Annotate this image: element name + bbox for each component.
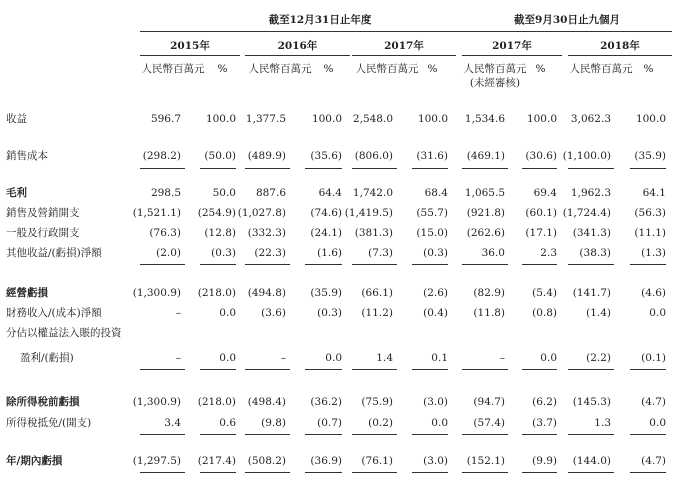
table-cell: (144.0)	[572, 455, 611, 467]
double-underline	[352, 471, 397, 473]
double-underline	[200, 471, 236, 473]
table-cell: (11.1)	[634, 227, 666, 239]
subtotal-underline	[352, 434, 397, 435]
table-cell: 3,062.3	[570, 113, 611, 125]
table-cell: (1,724.4)	[562, 207, 611, 219]
unit-pct-2017: %	[427, 63, 438, 75]
table-cell: (4.7)	[641, 455, 666, 467]
subtotal-underline	[568, 369, 614, 370]
table-cell: (94.7)	[473, 396, 505, 408]
year-rule-2018-9m	[568, 55, 672, 56]
table-cell: (298.2)	[142, 150, 181, 162]
unaudited-note: (未經審核)	[469, 77, 521, 89]
row-label-gross-profit: 毛利	[6, 187, 27, 199]
row-label-loss-before-tax: 除所得稅前虧損	[6, 396, 80, 408]
subtotal-underline	[630, 168, 666, 169]
table-cell: 2.3	[540, 247, 557, 259]
table-cell: (12.8)	[204, 227, 236, 239]
subtotal-underline	[522, 369, 557, 370]
table-cell: 1.3	[594, 417, 611, 429]
table-cell: (332.3)	[247, 227, 286, 239]
table-cell: 298.5	[150, 187, 181, 199]
double-underline	[412, 471, 448, 473]
subtotal-underline	[305, 168, 342, 169]
table-cell: (1.3)	[641, 247, 666, 259]
nine-month-header-rule	[462, 31, 672, 32]
annual-period-header: 截至12月31日止年度	[268, 14, 372, 26]
table-cell: (38.3)	[579, 247, 611, 259]
row-label-cost-of-sales: 銷售成本	[6, 150, 48, 162]
table-cell: 50.0	[212, 187, 236, 199]
subtotal-underline	[245, 264, 290, 265]
table-cell: (3.7)	[532, 417, 557, 429]
table-cell: –	[499, 352, 505, 364]
table-cell: 100.0	[526, 113, 557, 125]
table-cell: 1,534.6	[464, 113, 505, 125]
table-cell: (7.3)	[368, 247, 393, 259]
double-underline	[305, 471, 342, 473]
table-cell: (22.3)	[254, 247, 286, 259]
table-cell: (1,300.9)	[132, 396, 181, 408]
subtotal-underline	[245, 434, 290, 435]
subtotal-underline	[412, 168, 448, 169]
table-cell: (76.1)	[361, 455, 393, 467]
table-cell: 0.0	[219, 307, 236, 319]
table-cell: (0.4)	[423, 307, 448, 319]
unit-rmb-2017-9m: 人民幣百萬元	[463, 63, 527, 75]
double-underline	[630, 471, 666, 473]
table-cell: (508.2)	[247, 455, 286, 467]
double-underline	[568, 471, 614, 473]
table-cell: (11.8)	[473, 307, 505, 319]
table-cell: (17.1)	[525, 227, 557, 239]
table-cell: (1,297.5)	[132, 455, 181, 467]
table-cell: (145.3)	[572, 396, 611, 408]
table-cell: (75.9)	[361, 396, 393, 408]
year-2017-9m-header: 2017年	[492, 40, 532, 52]
year-2016-header: 2016年	[277, 40, 318, 52]
subtotal-underline	[200, 168, 236, 169]
table-cell: 1,742.0	[352, 187, 393, 199]
table-cell: 0.0	[540, 352, 557, 364]
table-cell: –	[175, 307, 181, 319]
subtotal-underline	[630, 264, 666, 265]
subtotal-underline	[412, 369, 448, 370]
row-label-selling-expenses: 銷售及營銷開支	[6, 207, 80, 219]
year-rule-2017	[352, 55, 456, 56]
year-rule-2016	[245, 55, 350, 56]
year-rule-2015	[140, 55, 240, 56]
table-cell: 3.4	[164, 417, 181, 429]
table-cell: (35.9)	[634, 150, 666, 162]
table-cell: (469.1)	[466, 150, 505, 162]
table-cell: (36.9)	[310, 455, 342, 467]
table-cell: (0.2)	[368, 417, 393, 429]
table-cell: 100.0	[205, 113, 236, 125]
table-cell: (11.2)	[361, 307, 393, 319]
table-cell: (1,027.8)	[237, 207, 286, 219]
table-cell: (2.6)	[423, 287, 448, 299]
unit-pct-2017-9m: %	[535, 63, 546, 75]
subtotal-underline	[522, 168, 557, 169]
table-cell: (494.8)	[247, 287, 286, 299]
unit-rmb-2017: 人民幣百萬元	[355, 63, 419, 75]
unit-pct-2018-9m: %	[643, 63, 654, 75]
subtotal-underline	[522, 264, 557, 265]
subtotal-underline	[352, 168, 397, 169]
table-cell: 100.0	[635, 113, 666, 125]
subtotal-underline	[305, 264, 342, 265]
table-cell: (9.9)	[532, 455, 557, 467]
row-label-other-gains: 其他收益/(虧損)淨額	[6, 247, 102, 259]
table-cell: (30.6)	[525, 150, 557, 162]
table-cell: (15.0)	[416, 227, 448, 239]
unit-rmb-2016: 人民幣百萬元	[248, 63, 312, 75]
unit-rmb-2015: 人民幣百萬元	[141, 63, 205, 75]
table-cell: (262.6)	[466, 227, 505, 239]
table-cell: 36.0	[481, 247, 505, 259]
row-label-admin-expenses: 一般及行政開支	[6, 227, 80, 239]
table-cell: (217.4)	[197, 455, 236, 467]
double-underline	[522, 471, 557, 473]
unit-pct-2016: %	[323, 63, 334, 75]
table-cell: (1.6)	[317, 247, 342, 259]
subtotal-underline	[200, 369, 236, 370]
table-cell: (218.0)	[197, 287, 236, 299]
row-label-revenue: 收益	[6, 113, 27, 125]
table-cell: 887.6	[255, 187, 286, 199]
table-cell: (3.0)	[423, 396, 448, 408]
table-cell: (341.3)	[572, 227, 611, 239]
table-cell: 0.0	[219, 352, 236, 364]
double-underline	[462, 471, 508, 473]
table-cell: 1,377.5	[245, 113, 286, 125]
table-cell: 0.0	[431, 417, 448, 429]
table-cell: 69.4	[533, 187, 557, 199]
table-cell: (24.1)	[310, 227, 342, 239]
table-cell: (0.3)	[317, 307, 342, 319]
table-cell: –	[175, 352, 181, 364]
table-cell: (76.3)	[149, 227, 181, 239]
table-cell: (1,100.0)	[562, 150, 611, 162]
table-cell: (6.2)	[532, 396, 557, 408]
subtotal-underline	[245, 369, 290, 370]
table-cell: (1.4)	[586, 307, 611, 319]
table-cell: 1,962.3	[570, 187, 611, 199]
unit-pct-2015: %	[217, 63, 228, 75]
table-cell: 2,548.0	[352, 113, 393, 125]
nine-month-period-header: 截至9月30日止九個月	[514, 14, 620, 26]
row-label-operating-loss: 經營虧損	[6, 287, 48, 299]
table-cell: (1,300.9)	[132, 287, 181, 299]
subtotal-underline	[412, 264, 448, 265]
table-cell: (35.6)	[310, 150, 342, 162]
table-cell: 1.4	[376, 352, 393, 364]
table-cell: (35.9)	[310, 287, 342, 299]
table-cell: (74.6)	[310, 207, 342, 219]
subtotal-underline	[412, 434, 448, 435]
table-cell: (2.0)	[156, 247, 181, 259]
subtotal-underline	[245, 168, 290, 169]
subtotal-underline	[462, 264, 508, 265]
table-cell: (0.3)	[423, 247, 448, 259]
table-cell: (2.2)	[586, 352, 611, 364]
table-cell: (82.9)	[473, 287, 505, 299]
table-cell: (36.2)	[310, 396, 342, 408]
row-label-finance-net: 財務收入/(成本)淨額	[6, 307, 102, 319]
table-cell: (5.4)	[532, 287, 557, 299]
table-cell: 0.6	[219, 417, 236, 429]
subtotal-underline	[630, 369, 666, 370]
row-label-share-of-investments: 分佔以權益法入賬的投資	[6, 327, 122, 339]
row-label-income-tax: 所得稅抵免/(開支)	[6, 417, 92, 429]
table-cell: 100.0	[417, 113, 448, 125]
table-cell: (56.3)	[634, 207, 666, 219]
table-cell: (4.6)	[641, 287, 666, 299]
year-2015-header: 2015年	[170, 40, 210, 52]
subtotal-underline	[140, 264, 185, 265]
table-cell: 596.7	[150, 113, 181, 125]
table-cell: (60.1)	[525, 207, 557, 219]
subtotal-underline	[352, 264, 397, 265]
table-cell: 0.0	[649, 417, 666, 429]
table-cell: (66.1)	[361, 287, 393, 299]
subtotal-underline	[305, 434, 342, 435]
subtotal-underline	[200, 264, 236, 265]
table-cell: 100.0	[311, 113, 342, 125]
table-cell: (9.8)	[261, 417, 286, 429]
table-cell: (55.7)	[416, 207, 448, 219]
table-cell: (0.3)	[211, 247, 236, 259]
subtotal-underline	[352, 369, 397, 370]
table-cell: (3.6)	[261, 307, 286, 319]
table-cell: (50.0)	[204, 150, 236, 162]
table-cell: (218.0)	[197, 396, 236, 408]
table-cell: (152.1)	[466, 455, 505, 467]
table-cell: (4.7)	[641, 396, 666, 408]
subtotal-underline	[630, 434, 666, 435]
table-cell: (1,521.1)	[132, 207, 181, 219]
subtotal-underline	[462, 369, 508, 370]
annual-header-rule	[140, 31, 462, 32]
subtotal-underline	[522, 434, 557, 435]
table-cell: (1,419.5)	[344, 207, 393, 219]
table-cell: (921.8)	[466, 207, 505, 219]
subtotal-underline	[462, 434, 508, 435]
table-cell: (3.0)	[423, 455, 448, 467]
table-cell: (806.0)	[354, 150, 393, 162]
subtotal-underline	[568, 264, 614, 265]
table-cell: 1,065.5	[464, 187, 505, 199]
year-2018-9m-header: 2018年	[600, 40, 640, 52]
table-cell: (0.1)	[641, 352, 666, 364]
table-cell: (498.4)	[247, 396, 286, 408]
double-underline	[140, 471, 185, 473]
row-label-share-of-profit: 盈利/(虧損)	[20, 352, 74, 364]
subtotal-underline	[140, 168, 185, 169]
table-cell: (31.6)	[416, 150, 448, 162]
table-cell: –	[280, 352, 286, 364]
table-cell: 64.1	[642, 187, 666, 199]
table-cell: (0.8)	[532, 307, 557, 319]
table-cell: 0.0	[325, 352, 342, 364]
subtotal-underline	[568, 434, 614, 435]
table-cell: 0.0	[649, 307, 666, 319]
row-label-period-loss: 年/期內虧損	[6, 455, 63, 467]
subtotal-underline	[140, 434, 185, 435]
double-underline	[245, 471, 290, 473]
table-cell: (381.3)	[354, 227, 393, 239]
subtotal-underline	[568, 168, 614, 169]
table-cell: (489.9)	[247, 150, 286, 162]
table-cell: (0.7)	[317, 417, 342, 429]
table-cell: (141.7)	[572, 287, 611, 299]
table-cell: 64.4	[318, 187, 342, 199]
subtotal-underline	[462, 168, 508, 169]
year-2017-header: 2017年	[384, 40, 424, 52]
table-cell: (254.9)	[197, 207, 236, 219]
table-cell: (57.4)	[473, 417, 505, 429]
subtotal-underline	[200, 434, 236, 435]
year-rule-2017-9m	[462, 55, 562, 56]
subtotal-underline	[305, 369, 342, 370]
unit-rmb-2018-9m: 人民幣百萬元	[569, 63, 633, 75]
table-cell: 0.1	[431, 352, 448, 364]
table-cell: 68.4	[424, 187, 448, 199]
subtotal-underline	[140, 369, 185, 370]
